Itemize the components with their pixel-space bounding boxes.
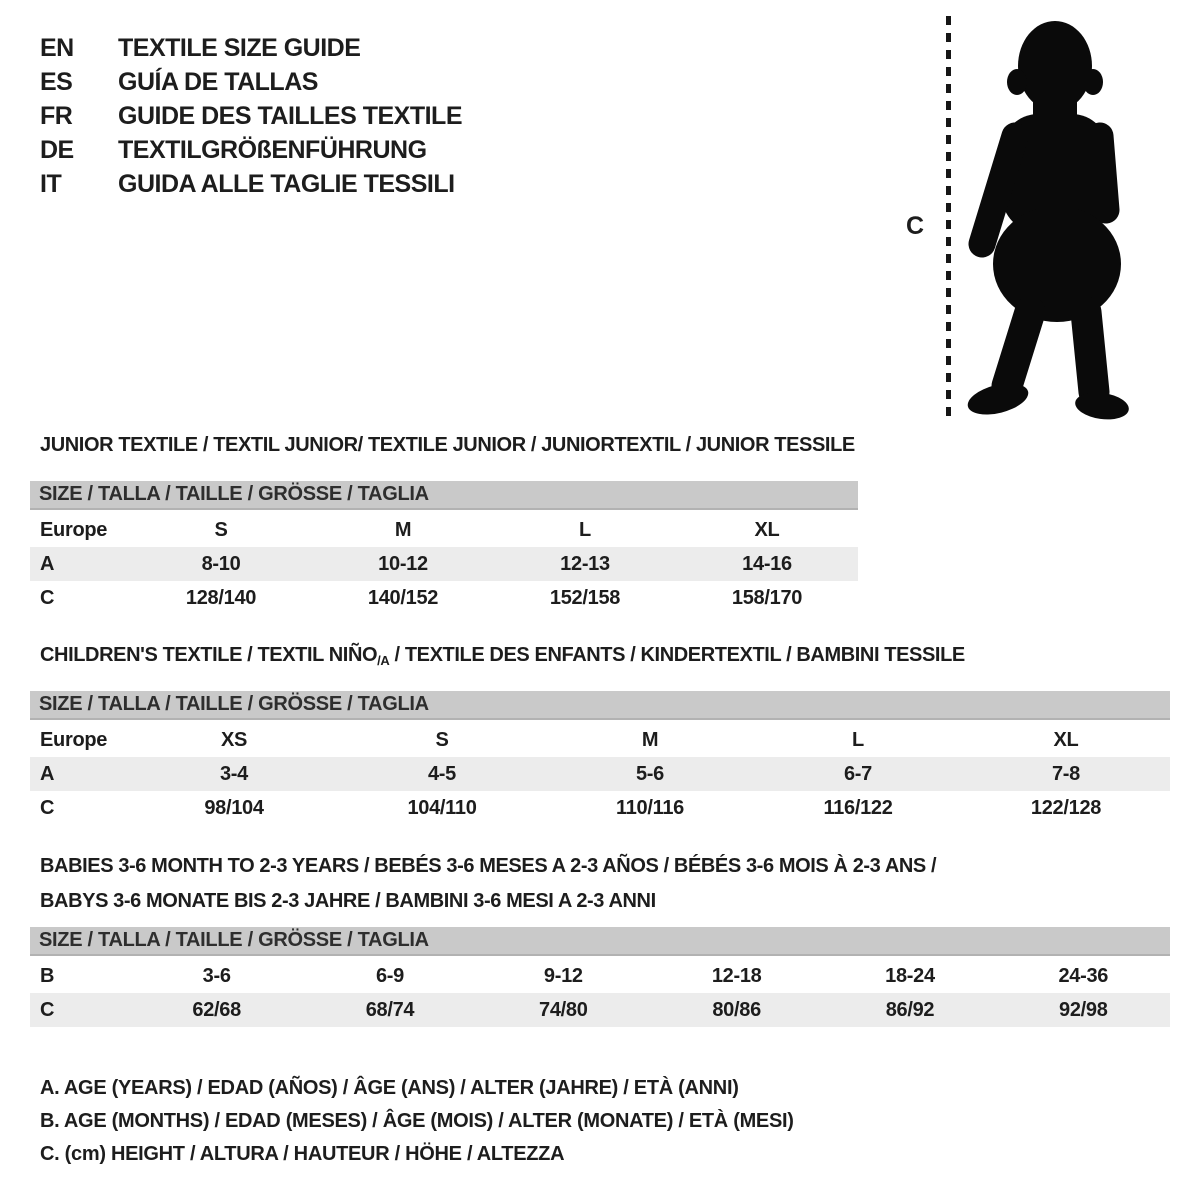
row-label: A [40, 762, 55, 785]
language-code: ES [40, 68, 73, 96]
size-cell: 14-16 [742, 552, 792, 575]
language-row-fr [40, 99, 462, 133]
row-label: C [40, 586, 55, 609]
size-cell: L [852, 728, 864, 751]
size-cell: 68/74 [365, 998, 415, 1021]
size-cell: 12-18 [711, 964, 762, 987]
size-cell: 116/122 [823, 796, 893, 819]
row-label: C [40, 998, 55, 1021]
language-title: TEXTILE SIZE GUIDE [118, 34, 361, 62]
table-header-bar: SIZE / TALLA / TAILLE / GRÖSSE / TAGLIA [30, 927, 1170, 956]
size-cell: 6-9 [375, 964, 404, 987]
babies-title-line2: BABYS 3-6 MONATE BIS 2-3 JAHRE / BAMBINI 3-6 MESI A 2-3 ANNI [40, 890, 656, 912]
size-cell: S [214, 518, 228, 541]
size-cell: XS [220, 728, 248, 751]
language-row-it [40, 167, 462, 201]
language-row-en [40, 31, 462, 65]
size-cell: 6-7 [843, 762, 872, 785]
size-cell: 8-10 [201, 552, 241, 575]
size-cell: XL [1053, 728, 1079, 751]
size-cell: 62/68 [192, 998, 241, 1021]
row-label: Europe [40, 728, 108, 751]
size-cell: M [641, 728, 659, 751]
size-cell: L [579, 518, 591, 541]
measure-label-c: C [906, 212, 925, 240]
language-list [40, 31, 462, 201]
size-row-months [30, 959, 1170, 993]
language-row-es [40, 65, 462, 99]
size-row-europe [30, 513, 858, 547]
language-code: DE [40, 136, 74, 164]
size-row-height [30, 993, 1170, 1027]
children-section-title [40, 644, 965, 667]
size-cell: 86/92 [885, 998, 935, 1021]
size-cell: 128/140 [185, 586, 257, 609]
size-cell: 5-6 [635, 762, 664, 785]
language-code: IT [40, 170, 62, 198]
size-cell: 24-36 [1058, 964, 1109, 987]
size-cell: 140/152 [367, 586, 439, 609]
toddler-silhouette-image [960, 14, 1150, 424]
legend-line-a: A. AGE (YEARS) / EDAD (AÑOS) / ÂGE (ANS) / ALTER (JAHRE) / ETÀ (ANNI) [40, 1077, 739, 1099]
size-cell: 7-8 [1051, 762, 1080, 785]
size-row-age [30, 547, 858, 581]
row-label: C [40, 796, 55, 819]
size-cell: M [394, 518, 412, 541]
size-cell: 10-12 [378, 552, 428, 575]
size-row-age [30, 757, 1170, 791]
language-title: TEXTILGRÖßENFÜHRUNG [118, 136, 427, 164]
size-cell: S [435, 728, 449, 751]
size-cell: 152/158 [549, 586, 621, 609]
junior-size-table [30, 481, 858, 615]
table-header-bar: SIZE / TALLA / TAILLE / GRÖSSE / TAGLIA [30, 691, 1170, 720]
language-title: GUÍA DE TALLAS [118, 68, 318, 96]
size-row-europe [30, 723, 1170, 757]
size-cell: 80/86 [712, 998, 761, 1021]
children-title-suffix: / TEXTILE DES ENFANTS / KINDERTEXTIL / BAMBINI TESSILE [389, 644, 965, 666]
size-cell: 98/104 [204, 796, 264, 819]
size-cell: 158/170 [731, 586, 803, 609]
language-row-de [40, 133, 462, 167]
size-cell: XL [754, 518, 780, 541]
size-cell: 4-5 [427, 762, 456, 785]
size-cell: 74/80 [539, 998, 588, 1021]
junior-section-title: JUNIOR TEXTILE / TEXTIL JUNIOR/ TEXTILE JUNIOR / JUNIORTEXTIL / JUNIOR TESSILE [40, 434, 855, 456]
size-cell: 104/110 [407, 796, 477, 819]
language-code: EN [40, 34, 74, 62]
legend-line-b: B. AGE (MONTHS) / EDAD (MESES) / ÂGE (MOIS) / ALTER (MONATE) / ETÀ (MESI) [40, 1110, 794, 1132]
size-row-height [30, 581, 858, 615]
size-cell: 9-12 [543, 964, 583, 987]
legend [40, 1072, 794, 1171]
row-label: Europe [40, 518, 108, 541]
legend-line-c: C. (cm) HEIGHT / ALTURA / HAUTEUR / HÖHE / ALTEZZA [40, 1143, 565, 1165]
height-measure-dashed-line [946, 16, 951, 418]
size-cell: 3-4 [219, 762, 248, 785]
size-cell: 92/98 [1059, 998, 1108, 1021]
language-title: GUIDE DES TAILLES TEXTILE [118, 102, 463, 130]
babies-title-line1: BABIES 3-6 MONTH TO 2-3 YEARS / BEBÉS 3-6 MESES A 2-3 AÑOS / BÉBÉS 3-6 MOIS À 2-3 ANS / [40, 855, 937, 877]
babies-section-title [40, 849, 936, 919]
size-cell: 18-24 [885, 964, 935, 987]
size-row-height [30, 791, 1170, 825]
row-label: B [40, 964, 55, 987]
children-size-table [30, 691, 1170, 825]
language-code: FR [40, 102, 73, 130]
size-cell: 12-13 [560, 552, 610, 575]
babies-size-table [30, 927, 1170, 1027]
size-cell: 110/116 [616, 796, 684, 819]
children-title-sub: /A [377, 653, 390, 668]
children-title-prefix: CHILDREN'S TEXTILE / TEXTIL NIÑO [40, 644, 378, 666]
language-title: GUIDA ALLE TAGLIE TESSILI [118, 170, 455, 198]
table-header-bar: SIZE / TALLA / TAILLE / GRÖSSE / TAGLIA [30, 481, 858, 510]
row-label: A [40, 552, 55, 575]
size-cell: 122/128 [1030, 796, 1102, 819]
size-cell: 3-6 [202, 964, 231, 987]
